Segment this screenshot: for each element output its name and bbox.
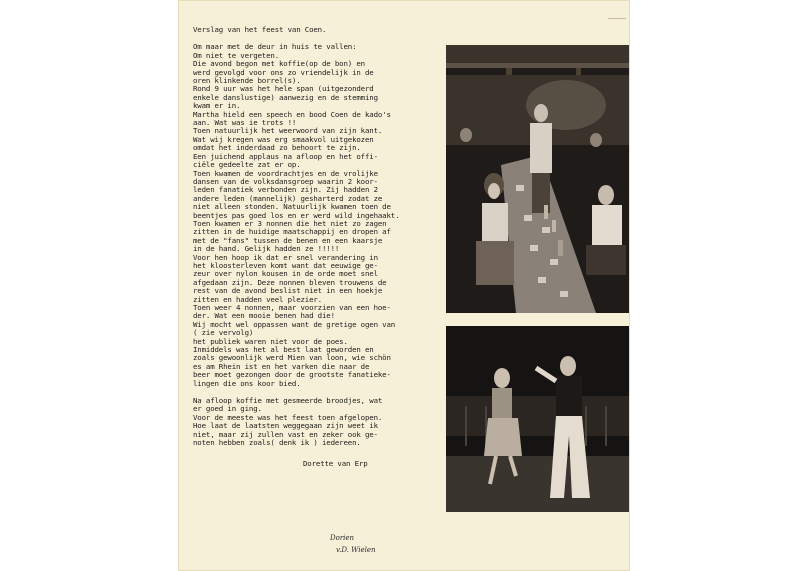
text-line: niet, maar zij zullen vast en zeker ook ge- [193,429,378,439]
text-line: Voor hen hoop ik dat er snel verandering in [193,252,378,262]
text-line: ( zie vervolg) [193,328,254,338]
text-line: omdat het inderdaad zo behoort te zijn. [193,143,361,153]
report-author: Dorette van Erp [303,458,368,468]
text-line: beer moet gezongen door de grootste fanatieke- [193,370,391,380]
text-line: Voor de meeste was het feest toen afgelopen. [193,412,383,422]
text-line: Een juichend applaus na afloop en het offi- [193,151,378,161]
report-body-closing [193,397,448,447]
report-title: Verslag van het feest van Coen. [193,25,327,34]
text-line: noten hebben zoals( denk ik ) iedereen. [193,438,361,448]
text-line: Wij mocht wel oppassen want de gretige ogen van [193,319,396,329]
text-line: andere leden (mannelijk) gesharterd zodat ze [193,193,383,203]
report-text [193,26,448,468]
text-line: in de hand. Gelijk hadden ze !!!!! [193,244,340,254]
text-line: het publiek waren niet voor de poes. [193,336,348,346]
text-line: Toen kwamen de voordrachtjes en de vrolijke [193,168,378,178]
text-line: rest van de avond beslist niet in een hoekje [193,286,383,296]
text-line: kwam er in. [193,101,241,111]
text-line: Toen kwamen er 3 nonnen die het niet zo zagen [193,218,387,228]
text-line: Hoe laat de laatsten weggegaan zijn weet ik [193,421,378,431]
text-line: Wat wij kregen was erg smaakvol uitgekozen [193,134,374,144]
text-line: ciële gedeelte zat er op. [193,160,301,170]
text-line: zeur over nylon kousen in de orde moet snel [193,269,378,279]
text-line: zoals gewoonlijk werd Mien van loon, wie schön [193,353,391,363]
text-line: zitten en hadden veel plezier. [193,294,322,304]
text-line: Toen weer 4 nonnen, maar voorzien van een hoe- [193,303,391,312]
text-line: beentjes pas goed los en er werd wild ingehaakt. [193,210,400,220]
text-line: enkele danslustige) aanwezig en de stemming [193,92,378,102]
text-line: afgedaan zijn. Deze nonnen bleven trouwens de [193,277,387,287]
text-line: werd gevolgd voor ons zo vriendelijk in de [193,67,374,77]
text-line: es am Rhein ist en het varken die naar de [193,361,370,371]
handwritten-signature: Dorien v.D. Wielen [330,534,376,554]
text-line: dansen van de volksdansgroep waarin 2 koor- [193,176,378,186]
text-line: Om maar met de deur in huis te vallen: [193,42,357,52]
paper-mark [608,18,626,19]
text-line: Om niet te vergeten. [193,50,279,60]
text-line: Na afloop koffie met gesmeerde broodjes, wat [193,396,383,406]
text-line: het kloosterleven komt want dat eeuwige ge- [193,260,378,270]
photo-party-guests [446,45,629,313]
photo-couple-dancing [446,326,629,512]
text-line: Rond 9 uur was het hele span (uitgezonderd [193,84,374,94]
text-line: lingen die ons koor bied. [193,378,301,388]
text-line: Martha hield een speech en bood Coen de kado's [193,109,391,119]
text-line: leden fanatiek verbonden zijn. Zij hadden 2 [193,185,378,195]
text-line: Toen natuurlijk het weerwoord van zijn kant. [193,126,383,136]
text-line: aan. Wat was ie trots !! [193,118,297,128]
text-line: der. Wat een mooie benen had die! [193,311,335,321]
text-line: er goed in ging. [193,404,262,414]
text-line: Die avond begon met koffie(op de bon) en [193,59,365,69]
text-line: zitten in de huidige maatschappij en dropen af [193,227,391,237]
report-body-main [193,43,448,388]
text-line: Inmiddels was het al best laat geworden en [193,345,374,355]
text-line: met de "fans" tussen de benen en een kaarsje [193,235,383,245]
text-line: niet alleen stonden. Natuurlijk kwamen toen de [193,202,391,212]
text-line: oren klinkende borrel(s). [193,76,301,86]
